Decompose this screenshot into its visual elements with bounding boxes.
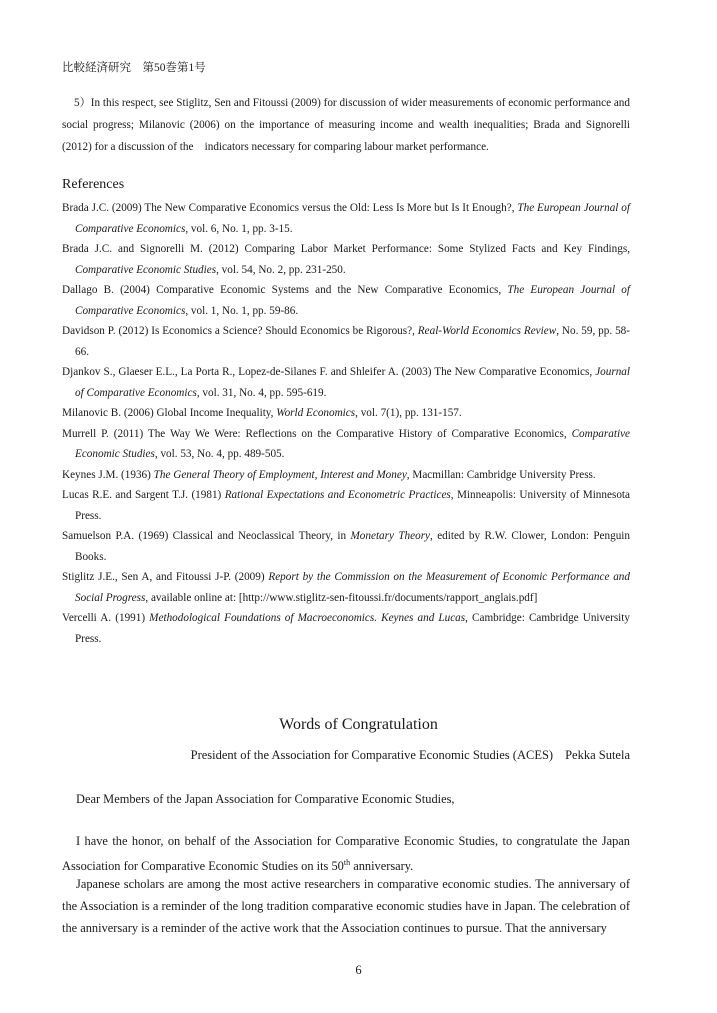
reference-source: The General Theory of Employment, Interest and Money (153, 468, 407, 481)
reference-text: Brada J.C. and Signorelli M. (2012) Comparing Labor Market Performance: Some Stylized Facts and Key Findings, (62, 243, 630, 255)
reference-text: Lucas R.E. and Sargent T.J. (1981) (62, 489, 225, 501)
reference-text: Keynes J.M. (1936) (62, 468, 154, 481)
reference-details: , vol. 31, No. 4, pp. 595-619. (196, 386, 327, 399)
reference-details: , vol. 1, No. 1, pp. 59-86. (185, 304, 299, 317)
reference-details: , vol. 53, No. 4, pp. 489-505. (154, 448, 285, 460)
author-line (191, 748, 630, 763)
reference-item (62, 485, 630, 526)
reference-text: Djankov S., Glaeser E.L., La Porta R., Lopez-de-Silanes F. and Shleifer A. (2003) The New Comparative Economics, (62, 366, 596, 378)
reference-item (62, 424, 630, 465)
reference-list (62, 198, 630, 649)
reference-text: Murrell P. (2011) The Way We Were: Reflections on the Comparative History of Comparative Economics, (62, 427, 572, 440)
reference-source: Methodological Foundations of Macroeconomics. Keynes and Lucas (149, 612, 466, 624)
reference-details: , edited by R.W. Clower, London: Penguin Books. (75, 530, 630, 563)
reference-item (62, 362, 630, 403)
salutation: Dear Members of the Japan Association for Comparative Economic Studies, (76, 792, 455, 806)
president-name: Pekka Sutela (565, 748, 630, 762)
reference-details: , vol. 54, No. 2, pp. 231-250. (216, 263, 346, 276)
reference-text: Davidson P. (2012) Is Economics a Science? Should Economics be Rigorous?, (62, 325, 418, 337)
reference-item (62, 608, 630, 649)
reference-details: , Cambridge: Cambridge University Press. (75, 612, 630, 645)
reference-text: Brada J.C. (2009) The New Comparative Economics versus the Old: Less Is More but Is It Enough?, (62, 202, 518, 214)
footnote-text: 5）In this respect, see Stiglitz, Sen and Fitoussi (2009) for discussion of wider measurements of economic performance and social progress; Milanovic (2006) on the importance of measuring income and wealth inequalities; Brada and Signorelli (2012) for a discussion of the indicators necessary for comparing labour market performance. (62, 97, 630, 153)
reference-text: Samuelson P.A. (1969) Classical and Neoclassical Theory, in (62, 530, 351, 542)
ordinal-suffix: th (343, 858, 351, 867)
reference-details: , available online at: [http://www.stiglitz-sen-fitoussi.fr/documents/rapport_anglais.pdf] (145, 591, 538, 604)
paragraph-1-text: I have the honor, on behalf of the Association for Comparative Economic Studies, to congratulate the Japan Association for Comparative Economic Studies on its 50 (62, 834, 630, 874)
reference-item (62, 526, 630, 567)
reference-source: Report by the Commission on the Measurement of Economic Performance and Social Progress (75, 571, 630, 604)
reference-text: Milanovic B. (2006) Global Income Inequality, (62, 407, 277, 419)
reference-source: The European Journal of Comparative Economics (75, 284, 630, 317)
reference-details: , Minneapolis: University of Minnesota Press. (75, 489, 630, 522)
reference-item (62, 280, 630, 321)
reference-source: Real-World Economics Review (417, 325, 557, 337)
paragraph-1 (62, 830, 630, 877)
reference-details: , vol. 7(1), pp. 131-157. (355, 407, 462, 419)
reference-details: , vol. 6, No. 1, pp. 3-15. (185, 222, 293, 235)
page-number: 6 (355, 963, 362, 977)
reference-text: Vercelli A. (1991) (62, 612, 150, 624)
reference-source: Monetary Theory (350, 530, 431, 542)
reference-source: Comparative Economic Studies (75, 427, 630, 460)
running-header: 比較経済研究 第50巻第1号 (62, 62, 206, 74)
reference-source: Journal of Comparative Economics (75, 366, 630, 399)
reference-item (62, 403, 630, 424)
president-role: President of the Association for Comparative Economic Studies (ACES) (190, 748, 554, 762)
reference-item (62, 321, 630, 362)
reference-item (62, 198, 630, 239)
reference-text: Stiglitz J.E., Sen A, and Fitoussi J-P. (2009) (62, 571, 269, 583)
reference-source: Rational Expectations and Econometric Practices (224, 489, 451, 501)
reference-item (62, 567, 630, 608)
reference-source: The European Journal of Comparative Economics (75, 202, 630, 235)
reference-source: Comparative Economic Studies (75, 263, 217, 276)
reference-source: World Economics (276, 407, 356, 419)
references-heading: References (62, 177, 125, 192)
reference-text: Dallago B. (2004) Comparative Economic Systems and the New Comparative Economics, (62, 284, 508, 296)
reference-details: , Macmillan: Cambridge University Press. (406, 468, 596, 481)
paragraph-1-end: anniversary. (350, 859, 414, 874)
paragraph-2: Japanese scholars are among the most active researchers in comparative economic studies. The anniversary of the Association is a reminder of the long tradition comparative economic studies have in Japan. The celebration of the anniversary is a reminder of the active work that the Association continues to pursue. That the anniversary (62, 877, 630, 935)
reference-item (62, 239, 630, 280)
reference-item (62, 465, 630, 486)
section-title: Words of Congratulation (279, 716, 438, 733)
footnote (62, 92, 630, 158)
reference-details: , No. 59, pp. 58-66. (75, 325, 630, 358)
